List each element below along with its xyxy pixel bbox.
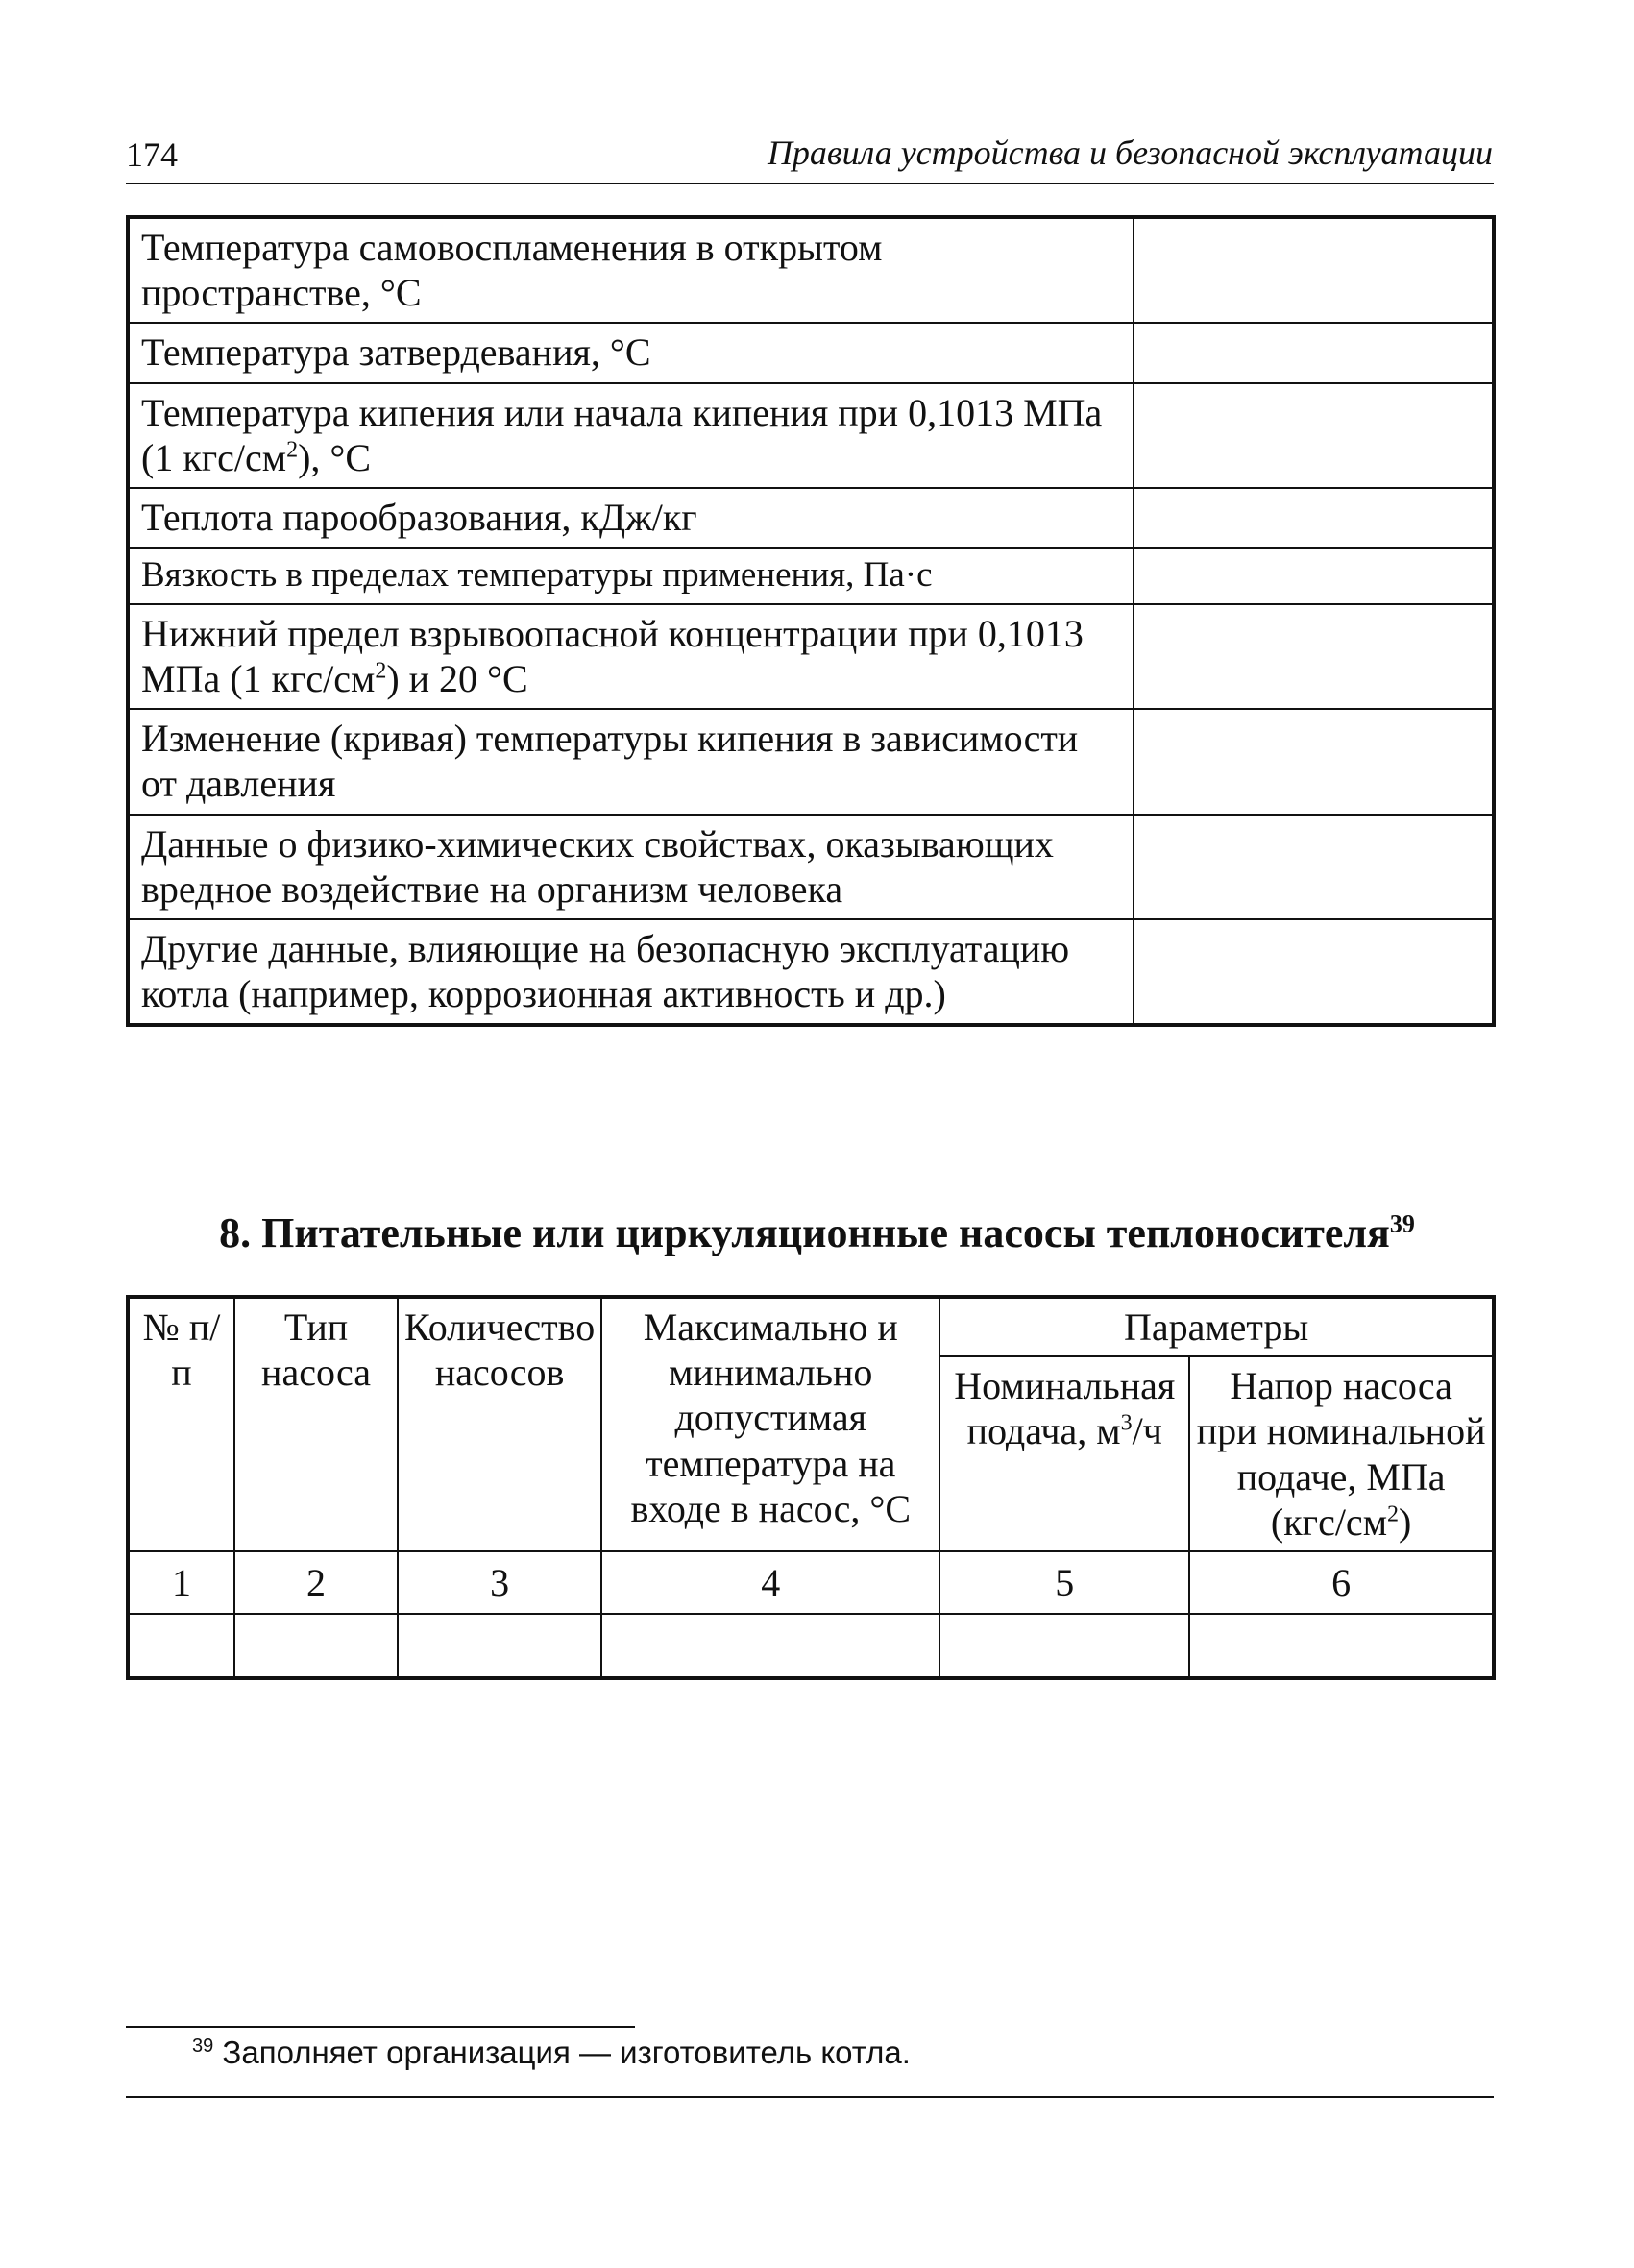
column-header-count: Количество насосов	[398, 1297, 601, 1551]
property-value	[1134, 217, 1494, 323]
column-number: 6	[1189, 1551, 1494, 1614]
header-text: Напор насоса при номинальной подаче, МПа (кгс/см	[1196, 1364, 1486, 1544]
footnote-reference: 39	[1389, 1209, 1415, 1238]
property-value	[1134, 323, 1494, 382]
table-cell	[601, 1614, 939, 1678]
superscript: 2	[375, 658, 387, 684]
column-header-head	[1189, 1356, 1494, 1551]
properties-table	[126, 215, 1496, 1027]
column-header-flow	[939, 1356, 1189, 1551]
property-label: Данные о физико-химических свойствах, оказывающих вредное воздействие на организм человека	[128, 815, 1134, 919]
table-row	[128, 815, 1494, 919]
column-header-temperature: Максимально и минимально допустимая температура на входе в насос, °С	[601, 1297, 939, 1551]
table-cell	[128, 1614, 234, 1678]
section-title	[0, 1208, 1634, 1257]
column-number: 2	[234, 1551, 398, 1614]
bottom-rule	[126, 2096, 1494, 2098]
label-text: Температура кипения или начала кипения при 0,1013 МПа (1 кгс/см	[141, 390, 1103, 479]
property-label: Вязкость в пределах температуры применения, Па·с	[128, 548, 1134, 604]
table-row	[128, 323, 1494, 382]
superscript: 2	[1387, 1501, 1399, 1527]
header-text: /ч	[1132, 1409, 1162, 1453]
column-header-parameters: Параметры	[939, 1297, 1494, 1356]
header-rule	[126, 183, 1494, 184]
header-text: Номинальная подача, м	[954, 1364, 1176, 1453]
table-row	[128, 604, 1494, 709]
column-header-type: Тип насоса	[234, 1297, 398, 1551]
table-cell	[398, 1614, 601, 1678]
footnote	[192, 2035, 911, 2071]
column-number: 1	[128, 1551, 234, 1614]
header-text: )	[1399, 1500, 1412, 1544]
header-row	[128, 1297, 1494, 1356]
property-value	[1134, 815, 1494, 919]
property-label: Температура самовоспламенения в открытом пространстве, °С	[128, 217, 1134, 323]
table-row	[128, 709, 1494, 814]
superscript: 2	[286, 437, 299, 463]
property-label: Теплота парообразования, кДж/кг	[128, 488, 1134, 548]
property-value	[1134, 709, 1494, 814]
table-row	[128, 383, 1494, 488]
table-row	[128, 548, 1494, 604]
section-title-text: 8. Питательные или циркуляционные насосы теплоносителя	[219, 1209, 1390, 1256]
page-number: 174	[126, 135, 178, 174]
table-row	[128, 488, 1494, 548]
table-cell	[234, 1614, 398, 1678]
column-number: 4	[601, 1551, 939, 1614]
column-number: 3	[398, 1551, 601, 1614]
table-row	[128, 217, 1494, 323]
property-value	[1134, 919, 1494, 1025]
property-label	[128, 383, 1134, 488]
column-number-row	[128, 1551, 1494, 1614]
property-label: Изменение (кривая) температуры кипения в зависимости от давления	[128, 709, 1134, 814]
property-value	[1134, 604, 1494, 709]
label-text: ), °С	[298, 435, 372, 479]
property-value	[1134, 488, 1494, 548]
label-text: ) и 20 °С	[386, 656, 528, 700]
table-row	[128, 919, 1494, 1025]
table-cell	[1189, 1614, 1494, 1678]
property-value	[1134, 383, 1494, 488]
footnote-separator	[126, 2026, 635, 2028]
property-value	[1134, 548, 1494, 604]
running-title: Правила устройства и безопасной эксплуатации	[767, 134, 1493, 172]
table-cell	[939, 1614, 1189, 1678]
label-text: Нижний предел взрывоопасной концентрации при 0,1013 МПа (1 кгс/см	[141, 611, 1084, 700]
footnote-text: Заполняет организация — изготовитель котла.	[222, 2035, 911, 2070]
column-number: 5	[939, 1551, 1189, 1614]
table-row	[128, 1614, 1494, 1678]
footnote-marker: 39	[192, 2036, 214, 2057]
property-label: Температура затвердевания, °С	[128, 323, 1134, 382]
property-label: Другие данные, влияющие на безопасную эксплуатацию котла (например, коррозионная активность и др.)	[128, 919, 1134, 1025]
property-label	[128, 604, 1134, 709]
pumps-table	[126, 1295, 1496, 1680]
column-header-number: № п/п	[128, 1297, 234, 1551]
superscript: 3	[1120, 1411, 1133, 1437]
